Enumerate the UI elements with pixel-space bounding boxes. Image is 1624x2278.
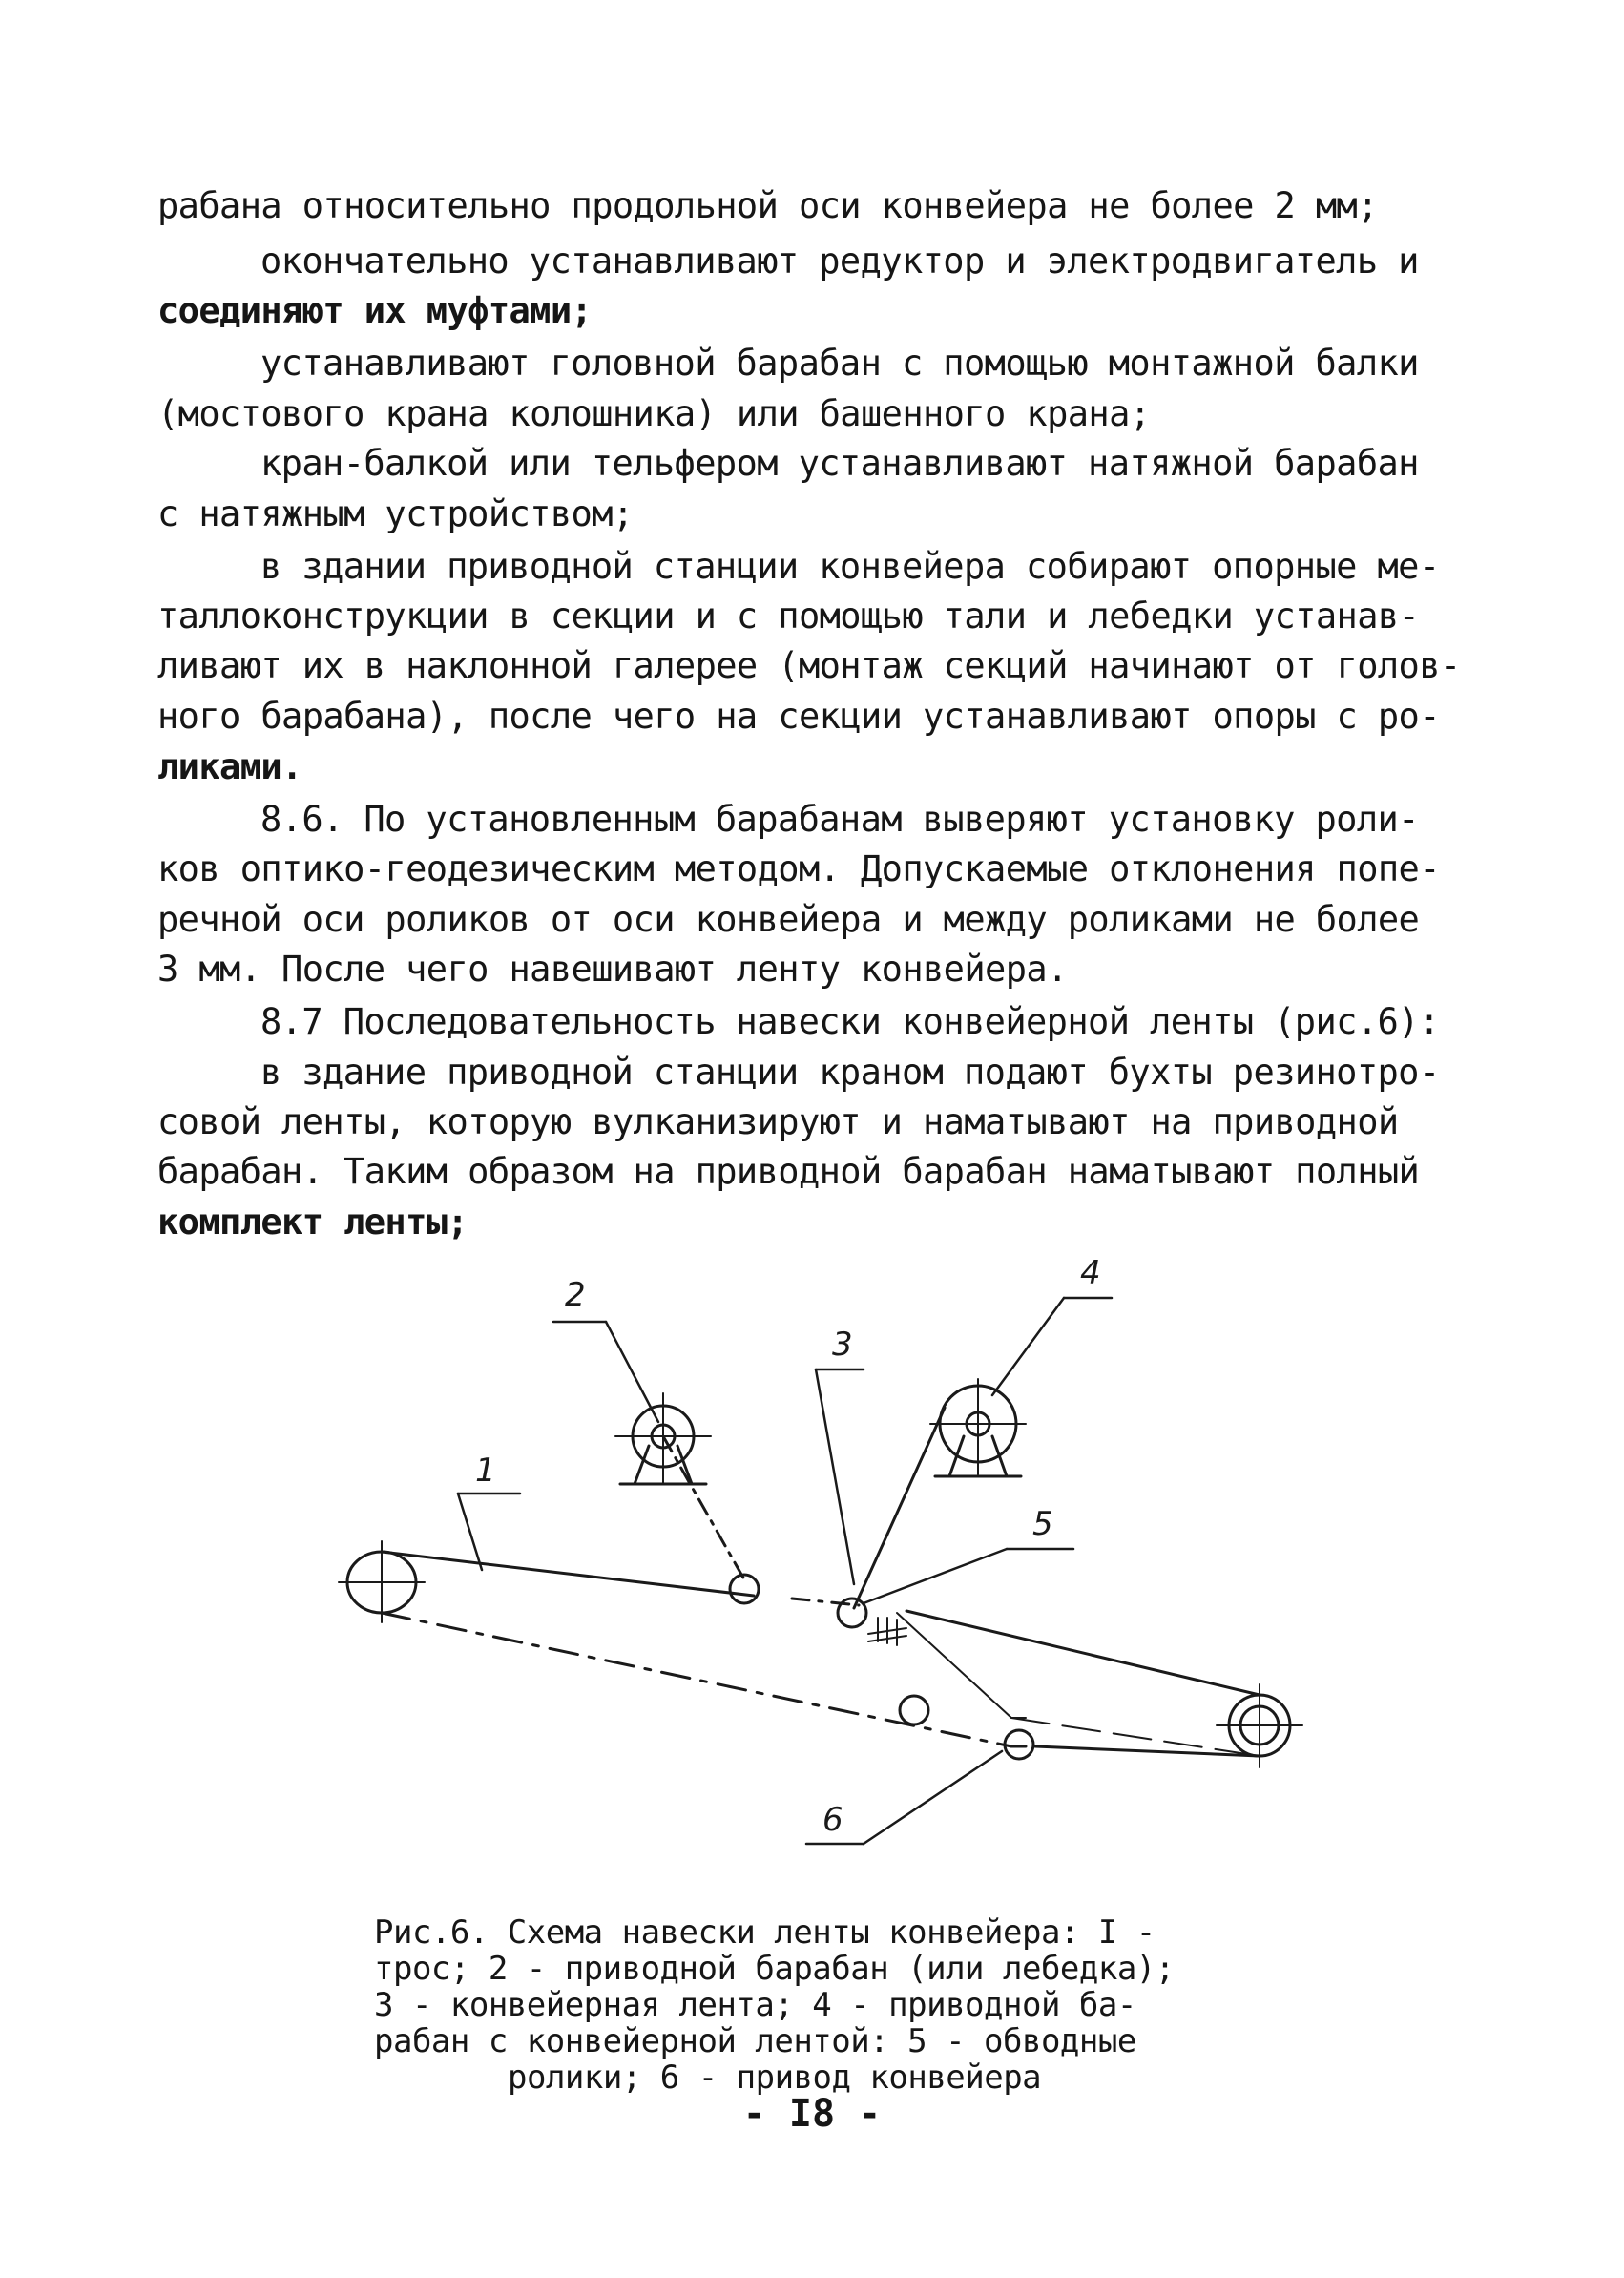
caption-line: Рис.6. Схема навески ленты конвейера: I - [374,1913,1156,1952]
text-line: (мостового крана колошника) или башенного крана; [157,393,1151,434]
text-line: таллоконструкции в секции и с помощью тали и лебедки устанав- [157,596,1420,637]
text-line: 8.6. По установленным барабанам выверяют установку роли- [260,799,1419,840]
text-line: устанавливают головной барабан с помощью монтажной балки [260,343,1419,384]
text-line: окончательно устанавливают редуктор и электродвигатель и [260,240,1419,282]
drive-drum-2 [615,1393,744,1579]
text-line: соединяют их муфтами; [157,290,593,331]
text-line: в здание приводной станции краном подают бухты резинотро- [260,1052,1440,1093]
text-line: ливают их в наклонной галерее (монтаж секций начинают от голов- [157,645,1461,686]
text-line: ков оптико-геодезическим методом. Допускаемые отклонения попе- [157,848,1440,889]
label-2: 2 [565,1276,586,1314]
label-6: 6 [822,1801,843,1839]
conveyor-drive [900,1696,1033,1759]
text-line: кран-балкой или тельфером устанавливают натяжной барабан [260,443,1419,484]
text-line: 8.7 Последовательность навески конвейерной ленты (рис.6): [260,1001,1440,1042]
left-end-drum [339,1541,425,1622]
text-line: 3 мм. После чего навешивают ленту конвейера. [157,949,1068,990]
caption-line: трос; 2 - приводной барабан (или лебедка); [374,1950,1175,1988]
label-leaders [458,1298,1112,1844]
text-line: речной оси роликов от оси конвейера и между роликами не более [157,899,1420,940]
page-number: - I8 - [742,2092,882,2136]
text-line: с натяжным устройством; [157,493,634,534]
caption-line: ролики; 6 - привод конвейера [508,2059,1042,2097]
text-line: в здании приводной станции конвейера собирают опорные ме- [260,546,1440,587]
text-line: рабана относительно продольной оси конвейера не более 2 мм; [157,185,1378,226]
label-5: 5 [1032,1505,1053,1543]
caption-line: 3 - конвейерная лента; 4 - приводной ба- [374,1986,1136,2024]
text-line: барабан. Таким образом на приводной барабан наматывают полный [157,1151,1420,1192]
idler-rollers [730,1575,906,1645]
text-line: ного барабана), после чего на секции устанавливают опоры с ро- [157,696,1440,737]
label-4: 4 [1080,1254,1101,1292]
text-line: совой ленты, которую вулканизируют и наматывают на приводной [157,1101,1399,1142]
label-1: 1 [475,1452,496,1490]
label-3: 3 [832,1326,853,1364]
text-line: ликами. [157,746,302,787]
conveyor-belt [382,1552,1260,1756]
text-line: комплект ленты; [157,1202,468,1243]
caption-line: рабан с конвейерной лентой: 5 - обводные [374,2022,1136,2060]
